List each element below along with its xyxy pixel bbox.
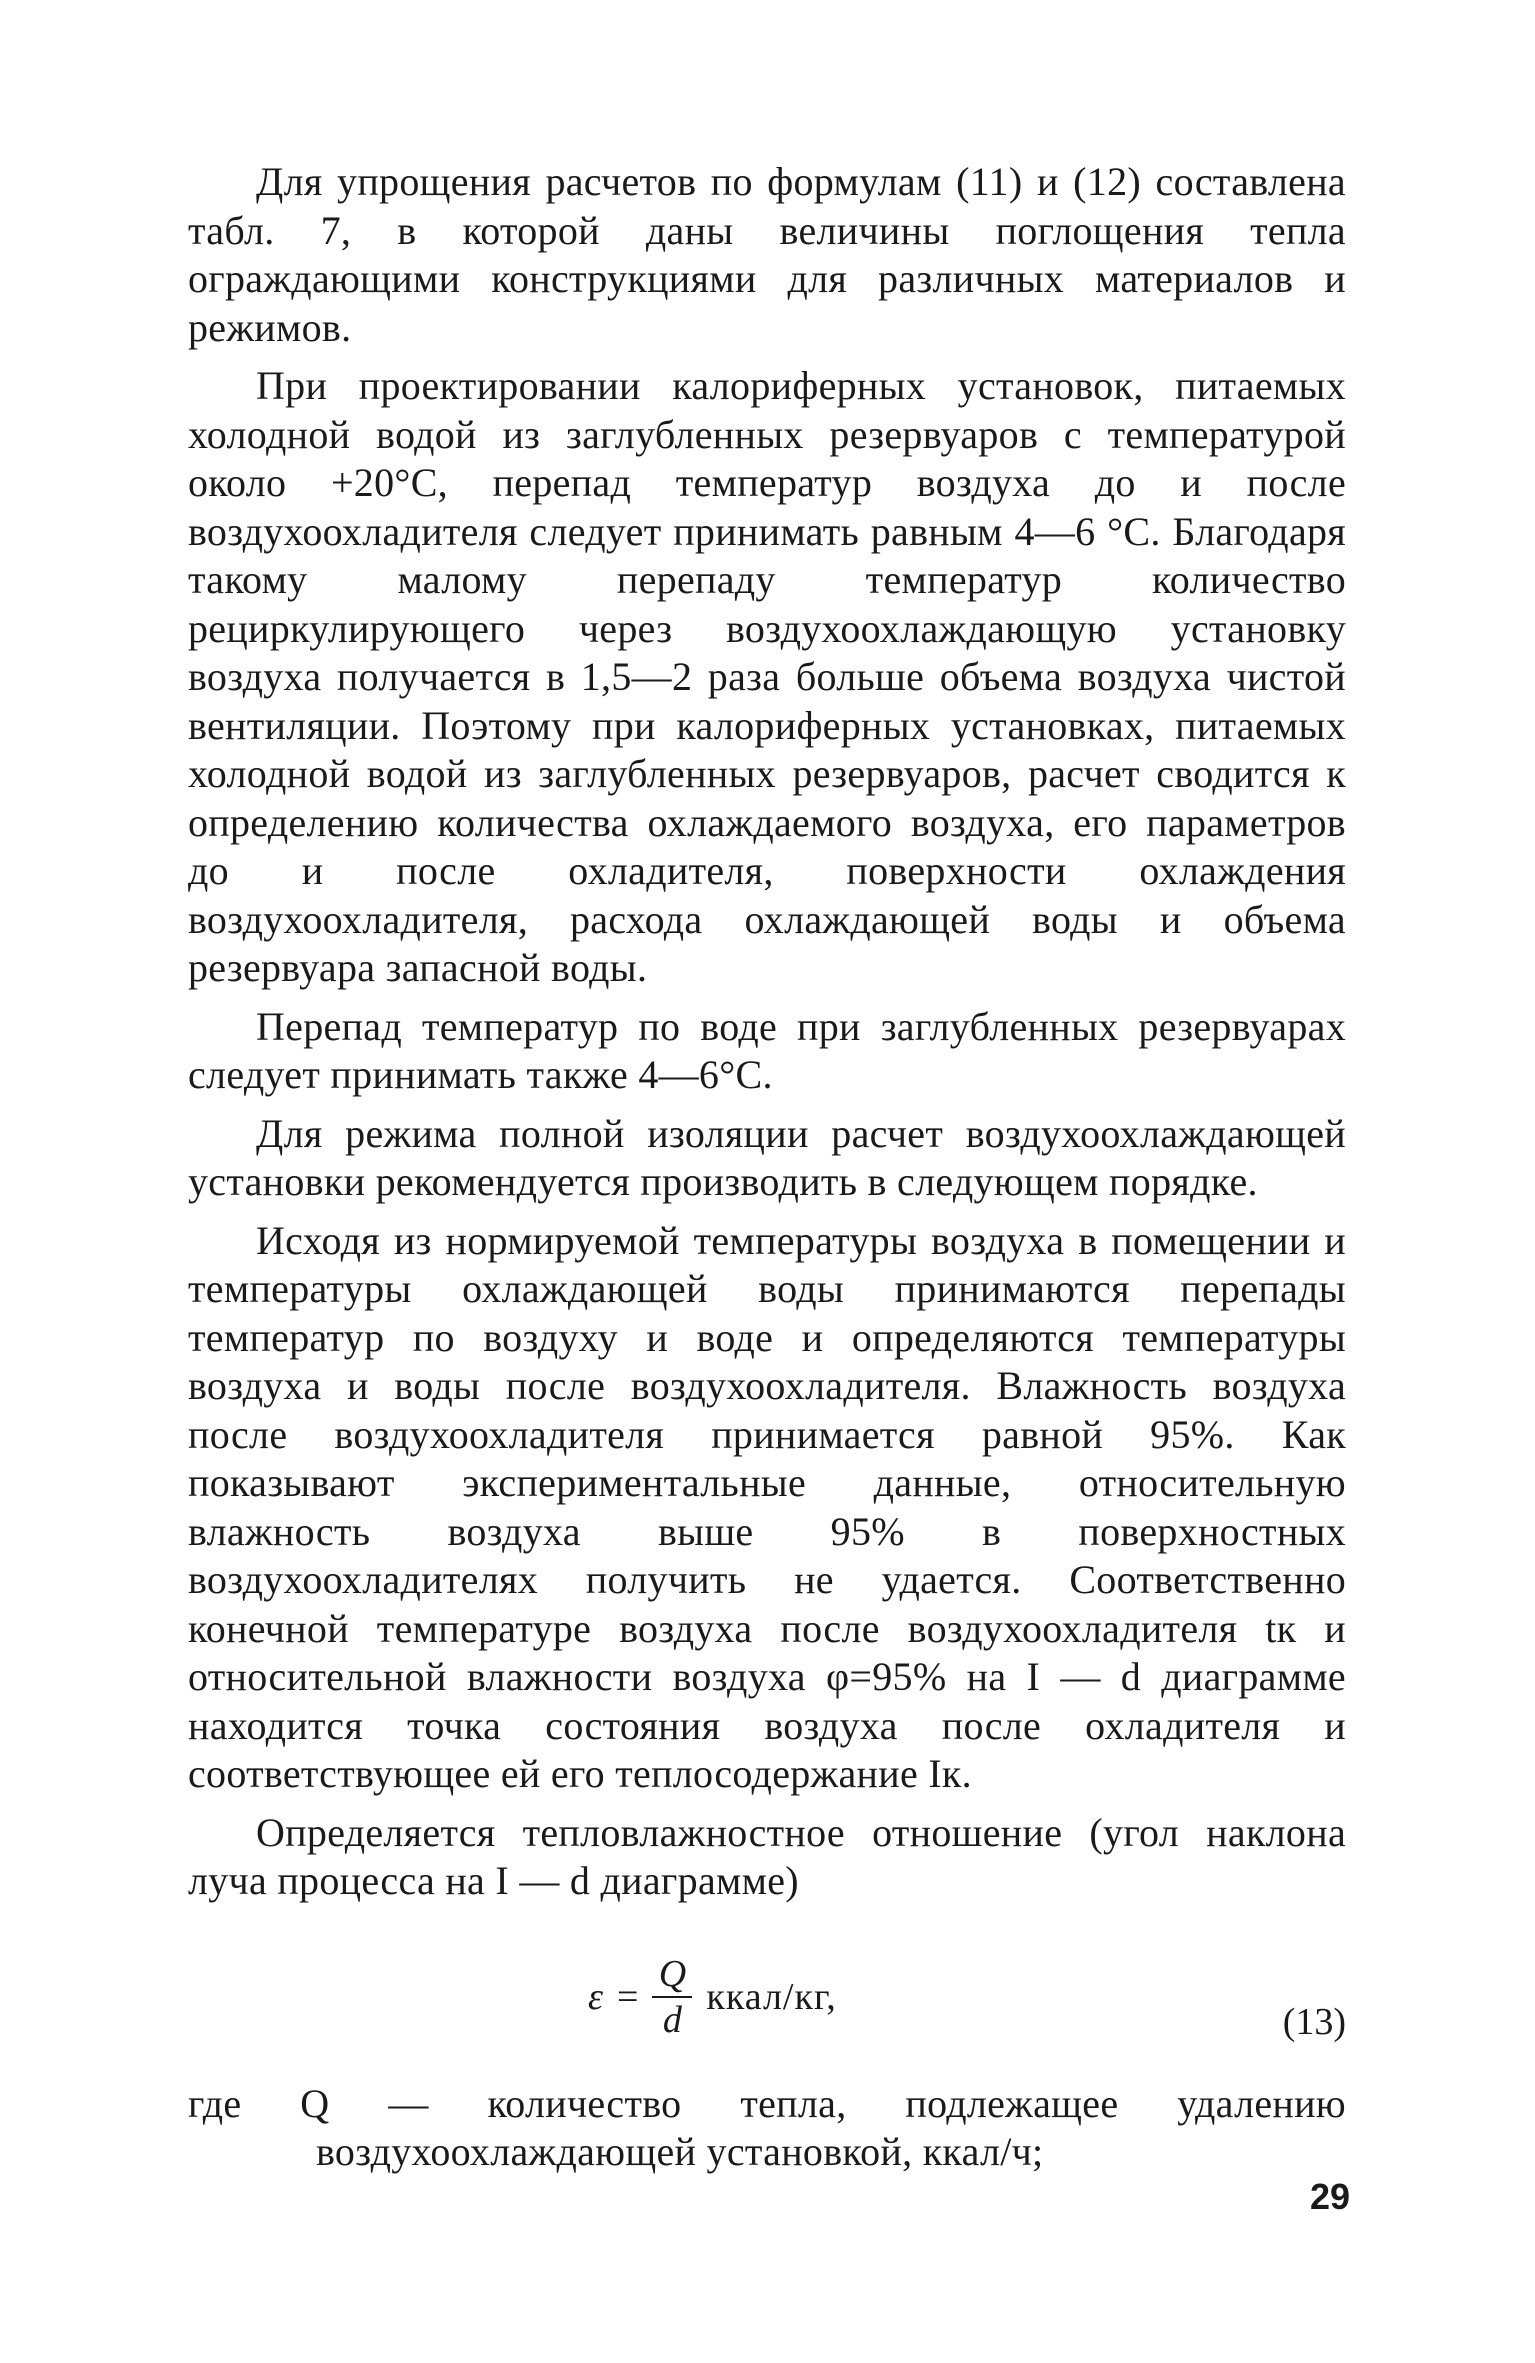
formula-fraction — [652, 1954, 692, 2040]
where-clause: где Q — количество тепла, подлежащее удалению воздухоохлаждающей установкой, ккал/ч; — [188, 2080, 1346, 2174]
fraction-bar — [652, 1996, 692, 1998]
formula-equals: = — [616, 1975, 639, 2018]
paragraph-4: Для режима полной изоляции расчет воздухоохлаждающей установки рекомендуется производить в следующем порядке. — [188, 1110, 1346, 1204]
formula-unit: ккал/кг, — [706, 1975, 837, 2018]
page-number: 29 — [1310, 2176, 1351, 2217]
formula-number: (13) — [1282, 2000, 1346, 2043]
paragraph-2: При проектировании калориферных установок, питаемых холодной водой из заглубленных резервуаров с температурой около +20°С, перепад температур воздуха до и после воздухоохладителя следует принимать равным 4—6 °С. Благодаря такому малому перепаду температур количество рециркулирующего через воздухоохлаждающую установку воздуха получается в 1,5—2 раза больше объема воздуха чистой вентиляции. Поэтому при калориферных установках, питаемых холодной водой из заглубленных резервуаров, расчет сводится к определению количества охлаждаемого воздуха, его параметров до и после охладителя, поверхности охлаждения воздухоохладителя, расхода охлаждающей воды и объема резервуара запасной воды. — [188, 363, 1346, 990]
text-block — [188, 158, 1346, 2177]
paragraph-3: Перепад температур по воде при заглубленных резервуарах следует принимать также 4—6°С. — [188, 1003, 1346, 1097]
paragraph-1: Для упрощения расчетов по формулам (11) и (12) составлена табл. 7, в которой даны величины поглощения тепла ограждающими конструкциями для различных материалов и режимов. — [188, 159, 1346, 350]
formula-denominator: d — [662, 1998, 682, 2041]
paragraph-6: Определяется тепловлажностное отношение (угол наклона луча процесса на I — d диаграмме) — [188, 1809, 1346, 1903]
formula-lhs: ε — [588, 1975, 603, 2018]
formula-numerator: Q — [658, 1952, 687, 1995]
formula-expression — [588, 1954, 837, 2040]
formula-13 — [188, 1924, 1346, 2074]
paragraph-5: Исходя из нормируемой температуры воздуха в помещении и температуры охлаждающей воды принимаются перепады температур по воздуху и воде и определяются температуры воздуха и воды после воздухоохладителя. Влажность воздуха после воздухоохладителя принимается равной 95%. Как показывают экспериментальные данные, относительную влажность воздуха выше 95% в поверхностных воздухоохладителях получить не удается. Соответственно конечной температуре воздуха после воздухоохладителя tк и относительной влажности воздуха φ=95% на I — d диаграмме находится точка состояния воздуха после охладителя и соответствующее ей его теплосодержание Iк. — [188, 1217, 1346, 1796]
